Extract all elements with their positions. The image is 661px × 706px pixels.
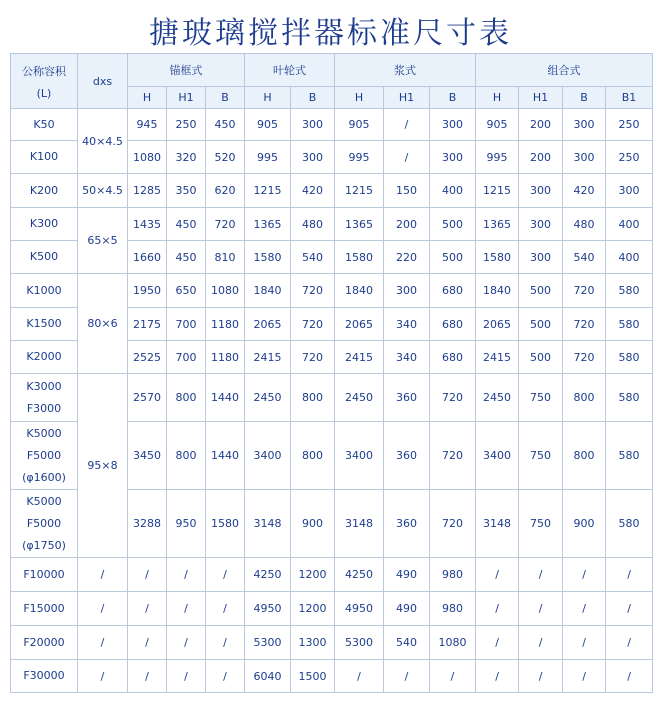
value-cell: 580	[606, 274, 653, 308]
header-sub-0: H	[128, 87, 167, 109]
value-cell: 4950	[335, 592, 384, 626]
value-cell: /	[167, 592, 206, 626]
header-sub-11: B1	[606, 87, 653, 109]
value-cell: 1180	[206, 308, 245, 341]
value-cell: 4250	[245, 558, 291, 592]
value-cell: /	[167, 558, 206, 592]
value-cell: 300	[430, 141, 476, 174]
table-row	[11, 592, 653, 626]
capacity-cell	[11, 274, 78, 308]
header-group-combined: 组合式	[476, 54, 653, 87]
value-cell: 200	[519, 141, 563, 174]
value-cell: 1440	[206, 422, 245, 490]
value-cell: 300	[384, 274, 430, 308]
value-cell: /	[476, 592, 519, 626]
value-cell: 1180	[206, 341, 245, 374]
shaft-cell: 65×5	[78, 208, 128, 274]
value-cell: 720	[563, 274, 606, 308]
value-cell: 3148	[335, 490, 384, 558]
header-sub-6: H1	[384, 87, 430, 109]
value-cell: 500	[519, 308, 563, 341]
value-cell: 1435	[128, 208, 167, 241]
capacity-label: (φ1600)	[22, 470, 66, 484]
value-cell: 3148	[476, 490, 519, 558]
value-cell: 480	[563, 208, 606, 241]
header-sub-10: B	[563, 87, 606, 109]
value-cell: 3288	[128, 490, 167, 558]
value-cell: 1580	[476, 241, 519, 274]
value-cell: 490	[384, 558, 430, 592]
value-cell: /	[206, 558, 245, 592]
value-cell: 720	[563, 308, 606, 341]
capacity-cell	[11, 241, 78, 274]
header-sub-8: H	[476, 87, 519, 109]
value-cell: 720	[430, 422, 476, 490]
value-cell: 650	[167, 274, 206, 308]
capacity-cell	[11, 660, 78, 693]
value-cell: /	[606, 592, 653, 626]
header-capacity	[11, 54, 78, 109]
value-cell: /	[335, 660, 384, 693]
value-cell: 2175	[128, 308, 167, 341]
value-cell: 700	[167, 341, 206, 374]
capacity-label: K50	[33, 117, 55, 131]
value-cell: 300	[563, 109, 606, 141]
header-sub-7: B	[430, 87, 476, 109]
value-cell: 3400	[245, 422, 291, 490]
value-cell: /	[128, 592, 167, 626]
header-group-paddle: 浆式	[335, 54, 476, 87]
header-sub-9: H1	[519, 87, 563, 109]
value-cell: 1365	[335, 208, 384, 241]
header-dxs: dxs	[78, 54, 128, 109]
value-cell: 720	[563, 341, 606, 374]
value-cell: 5300	[245, 626, 291, 660]
table-row	[11, 174, 653, 208]
value-cell: 1215	[245, 174, 291, 208]
capacity-label: K100	[29, 150, 59, 163]
value-cell: 300	[519, 174, 563, 208]
value-cell: /	[563, 660, 606, 693]
value-cell: 2570	[128, 374, 167, 422]
value-cell: 680	[430, 341, 476, 374]
capacity-label: F5000	[26, 516, 62, 530]
value-cell: 2415	[335, 341, 384, 374]
value-cell: 300	[291, 141, 335, 174]
value-cell: 995	[245, 141, 291, 174]
value-cell: 1365	[476, 208, 519, 241]
value-cell: 580	[606, 490, 653, 558]
capacity-cell	[11, 490, 78, 558]
value-cell: 1200	[291, 592, 335, 626]
table-row	[11, 558, 653, 592]
value-cell: 800	[563, 374, 606, 422]
dimension-table	[10, 53, 653, 693]
capacity-cell	[11, 422, 78, 490]
value-cell: 580	[606, 308, 653, 341]
value-cell: 750	[519, 490, 563, 558]
value-cell: 905	[335, 109, 384, 141]
value-cell: 2065	[245, 308, 291, 341]
capacity-label: K300	[29, 217, 59, 230]
value-cell: 3450	[128, 422, 167, 490]
value-cell: 400	[606, 208, 653, 241]
value-cell: 250	[606, 109, 653, 141]
value-cell: 750	[519, 422, 563, 490]
capacity-label: K500	[29, 250, 59, 263]
value-cell: 1580	[206, 490, 245, 558]
page-title: 搪玻璃搅拌器标准尺寸表	[149, 16, 512, 51]
value-cell: 500	[519, 274, 563, 308]
capacity-cell	[11, 626, 78, 660]
value-cell: 2065	[335, 308, 384, 341]
value-cell: 620	[206, 174, 245, 208]
value-cell: 200	[384, 208, 430, 241]
value-cell: /	[519, 558, 563, 592]
capacity-label: K5000	[26, 494, 62, 508]
value-cell: 300	[291, 109, 335, 141]
capacity-cell	[11, 558, 78, 592]
value-cell: 2065	[476, 308, 519, 341]
value-cell: /	[206, 660, 245, 693]
capacity-label: K2000	[26, 350, 62, 363]
header-sub-5: H	[335, 87, 384, 109]
capacity-cell	[11, 208, 78, 241]
value-cell: 1080	[128, 141, 167, 174]
capacity-label: (φ1750)	[22, 538, 66, 552]
header-sub-2: B	[206, 87, 245, 109]
value-cell: 4250	[335, 558, 384, 592]
value-cell: 450	[167, 208, 206, 241]
value-cell: 5300	[335, 626, 384, 660]
value-cell: 220	[384, 241, 430, 274]
table-row	[11, 660, 653, 693]
header-capacity-unit: (L)	[36, 86, 52, 100]
value-cell: 360	[384, 374, 430, 422]
capacity-cell	[11, 592, 78, 626]
value-cell: 1950	[128, 274, 167, 308]
value-cell: /	[606, 626, 653, 660]
value-cell: 1580	[245, 241, 291, 274]
value-cell: 1080	[430, 626, 476, 660]
value-cell: 360	[384, 422, 430, 490]
capacity-cell	[11, 341, 78, 374]
value-cell: 490	[384, 592, 430, 626]
value-cell: 1285	[128, 174, 167, 208]
value-cell: 720	[430, 490, 476, 558]
value-cell: 580	[606, 341, 653, 374]
value-cell: 750	[519, 374, 563, 422]
capacity-cell	[11, 109, 78, 141]
value-cell: /	[128, 626, 167, 660]
capacity-cell	[11, 174, 78, 208]
value-cell: 320	[167, 141, 206, 174]
value-cell: 540	[291, 241, 335, 274]
capacity-label: F10000	[23, 567, 65, 581]
value-cell: 3148	[245, 490, 291, 558]
value-cell: /	[563, 592, 606, 626]
value-cell: 360	[384, 490, 430, 558]
value-cell: 720	[291, 274, 335, 308]
header-group-anchor-frame: 锚框式	[128, 54, 245, 87]
value-cell: /	[384, 109, 430, 141]
value-cell: 800	[291, 422, 335, 490]
value-cell: 810	[206, 241, 245, 274]
table-row	[11, 374, 653, 422]
value-cell: 540	[384, 626, 430, 660]
value-cell: 2415	[245, 341, 291, 374]
value-cell: 500	[519, 341, 563, 374]
value-cell: 1440	[206, 374, 245, 422]
value-cell: 800	[167, 422, 206, 490]
value-cell: 450	[206, 109, 245, 141]
value-cell: 2525	[128, 341, 167, 374]
value-cell: 500	[430, 241, 476, 274]
value-cell: 995	[476, 141, 519, 174]
header-capacity-label: 公称容积	[22, 64, 66, 78]
value-cell: 720	[291, 308, 335, 341]
value-cell: 1840	[335, 274, 384, 308]
value-cell: /	[606, 558, 653, 592]
value-cell: 300	[519, 208, 563, 241]
value-cell: 300	[606, 174, 653, 208]
table-row	[11, 274, 653, 308]
value-cell: /	[128, 660, 167, 693]
value-cell: 3400	[335, 422, 384, 490]
value-cell: 720	[291, 341, 335, 374]
capacity-cell	[11, 141, 78, 174]
table-row	[11, 626, 653, 660]
value-cell: 900	[563, 490, 606, 558]
shaft-cell: /	[78, 626, 128, 660]
value-cell: 1080	[206, 274, 245, 308]
value-cell: 400	[430, 174, 476, 208]
capacity-label: K5000	[26, 426, 62, 440]
value-cell: 250	[606, 141, 653, 174]
value-cell: /	[519, 660, 563, 693]
table-row	[11, 109, 653, 141]
value-cell: 900	[291, 490, 335, 558]
header-group-impeller: 叶轮式	[245, 54, 335, 87]
value-cell: /	[167, 660, 206, 693]
header-sub-4: B	[291, 87, 335, 109]
value-cell: /	[563, 626, 606, 660]
value-cell: 2450	[476, 374, 519, 422]
value-cell: 1840	[476, 274, 519, 308]
value-cell: 420	[291, 174, 335, 208]
table-row	[11, 208, 653, 241]
shaft-cell: 40×4.5	[78, 109, 128, 174]
value-cell: 700	[167, 308, 206, 341]
value-cell: 200	[519, 109, 563, 141]
value-cell: /	[606, 660, 653, 693]
value-cell: /	[206, 626, 245, 660]
value-cell: 6040	[245, 660, 291, 693]
value-cell: 1200	[291, 558, 335, 592]
value-cell: 300	[563, 141, 606, 174]
value-cell: 1215	[335, 174, 384, 208]
value-cell: 720	[206, 208, 245, 241]
value-cell: 2450	[245, 374, 291, 422]
value-cell: 995	[335, 141, 384, 174]
capacity-cell	[11, 308, 78, 341]
value-cell: 1500	[291, 660, 335, 693]
value-cell: 905	[476, 109, 519, 141]
value-cell: 540	[563, 241, 606, 274]
value-cell: 1580	[335, 241, 384, 274]
capacity-label: F15000	[23, 601, 65, 615]
value-cell: 980	[430, 592, 476, 626]
capacity-label: K1500	[26, 317, 62, 330]
shaft-cell: /	[78, 592, 128, 626]
value-cell: 980	[430, 558, 476, 592]
value-cell: /	[206, 592, 245, 626]
shaft-cell: /	[78, 558, 128, 592]
value-cell: 905	[245, 109, 291, 141]
value-cell: 800	[291, 374, 335, 422]
shaft-cell: 80×6	[78, 274, 128, 374]
value-cell: 340	[384, 308, 430, 341]
value-cell: 680	[430, 274, 476, 308]
value-cell: /	[519, 626, 563, 660]
value-cell: /	[476, 558, 519, 592]
value-cell: /	[476, 660, 519, 693]
value-cell: 800	[563, 422, 606, 490]
value-cell: 450	[167, 241, 206, 274]
capacity-label: K200	[29, 183, 59, 197]
value-cell: 580	[606, 422, 653, 490]
value-cell: 300	[519, 241, 563, 274]
shaft-cell: 50×4.5	[78, 174, 128, 208]
capacity-label: K1000	[26, 283, 62, 297]
capacity-cell	[11, 374, 78, 422]
value-cell: 350	[167, 174, 206, 208]
value-cell: 800	[167, 374, 206, 422]
header-sub-1: H1	[167, 87, 206, 109]
value-cell: 2450	[335, 374, 384, 422]
value-cell: 580	[606, 374, 653, 422]
capacity-label: F5000	[26, 448, 62, 462]
capacity-label: F30000	[23, 669, 65, 682]
value-cell: 680	[430, 308, 476, 341]
header-sub-3: H	[245, 87, 291, 109]
value-cell: /	[476, 626, 519, 660]
shaft-cell: 95×8	[78, 374, 128, 558]
capacity-label: F20000	[23, 635, 65, 649]
value-cell: 2415	[476, 341, 519, 374]
capacity-label: F3000	[26, 401, 62, 415]
value-cell: 720	[430, 374, 476, 422]
value-cell: /	[519, 592, 563, 626]
value-cell: 1840	[245, 274, 291, 308]
value-cell: /	[167, 626, 206, 660]
capacity-label: K3000	[26, 379, 62, 393]
value-cell: 3400	[476, 422, 519, 490]
value-cell: /	[563, 558, 606, 592]
value-cell: 1365	[245, 208, 291, 241]
value-cell: 520	[206, 141, 245, 174]
value-cell: 420	[563, 174, 606, 208]
value-cell: 4950	[245, 592, 291, 626]
value-cell: 945	[128, 109, 167, 141]
value-cell: 250	[167, 109, 206, 141]
value-cell: /	[128, 558, 167, 592]
value-cell: 150	[384, 174, 430, 208]
value-cell: /	[384, 660, 430, 693]
value-cell: /	[384, 141, 430, 174]
value-cell: /	[430, 660, 476, 693]
value-cell: 400	[606, 241, 653, 274]
value-cell: 340	[384, 341, 430, 374]
shaft-cell: /	[78, 660, 128, 693]
value-cell: 950	[167, 490, 206, 558]
value-cell: 1215	[476, 174, 519, 208]
value-cell: 500	[430, 208, 476, 241]
value-cell: 300	[430, 109, 476, 141]
value-cell: 1300	[291, 626, 335, 660]
value-cell: 480	[291, 208, 335, 241]
value-cell: 1660	[128, 241, 167, 274]
